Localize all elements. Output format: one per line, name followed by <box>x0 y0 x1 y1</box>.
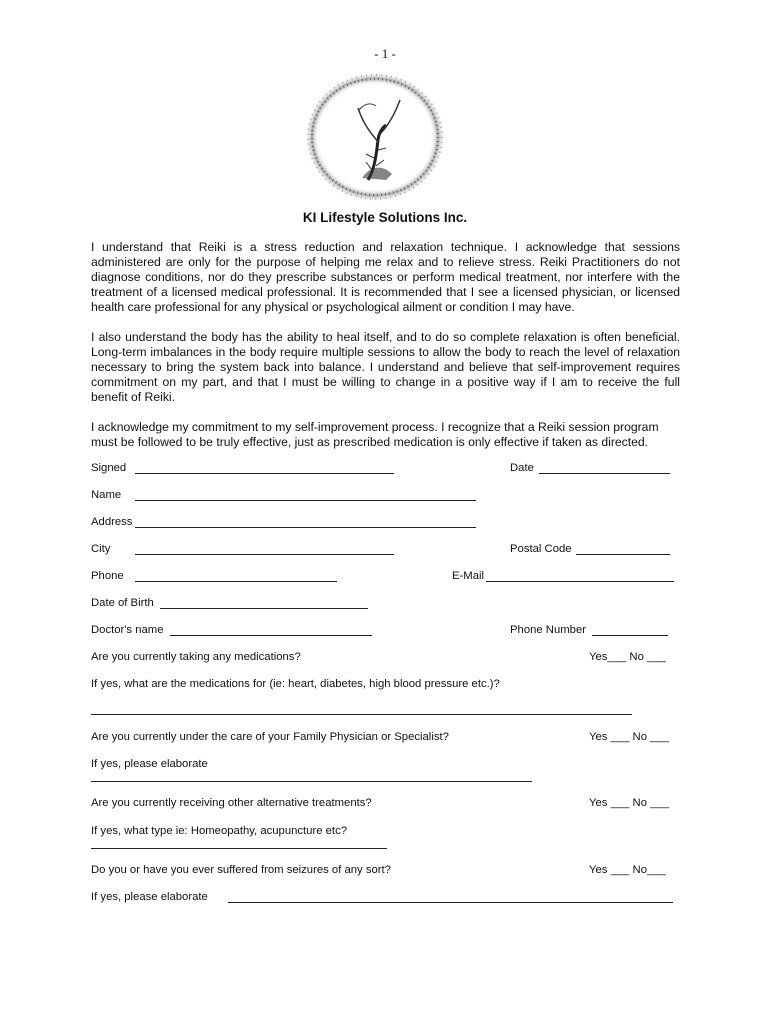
tree-logo-icon <box>302 70 448 204</box>
address-field[interactable] <box>135 527 476 528</box>
page-number: - 1 - <box>374 46 396 61</box>
physician-elaborate-field[interactable] <box>91 781 532 782</box>
question-physician-elaborate: If yes, please elaborate <box>91 758 208 770</box>
question-physician-care: Are you currently under the care of your Family Physician or Specialist? <box>91 731 449 743</box>
phone-number-field[interactable] <box>592 635 668 636</box>
date-field[interactable] <box>539 473 670 474</box>
medications-yes-no[interactable]: Yes___ No ___ <box>589 651 666 663</box>
question-medications: Are you currently taking any medications? <box>91 651 301 663</box>
physician-care-yes-no[interactable]: Yes ___ No ___ <box>589 731 669 743</box>
name-label: Name <box>91 489 122 501</box>
email-label: E-Mail <box>452 570 485 582</box>
question-medications-detail: If yes, what are the medications for (ie: heart, diabetes, high blood pressure etc.)? <box>91 678 500 690</box>
document-title: KI Lifestyle Solutions Inc. <box>302 210 468 225</box>
phone-number-label: Phone Number <box>510 624 586 636</box>
question-seizures: Do you or have you ever suffered from seizures of any sort? <box>91 864 391 876</box>
seizures-yes-no[interactable]: Yes ___ No___ <box>589 864 666 876</box>
paragraph-commitment: I acknowledge my commitment to my self-improvement process. I recognize that a Reiki session program must be followed to be truly effective, just as prescribed medication is only effective if taken as directed. <box>91 420 659 449</box>
address-label: Address <box>91 516 133 528</box>
seizures-elaborate-field[interactable] <box>228 902 673 903</box>
city-label: City <box>91 543 111 555</box>
question-seizures-elaborate: If yes, please elaborate <box>91 891 208 903</box>
paragraph-body-healing: I also understand the body has the ability to heal itself, and to do so complete relaxation is often beneficial. Long-term imbalances in the body require multiple sessions to allow the body to reach the level of relaxation necessary to bring the system back into balance. I understand and believe that self-improvement requires commitment on my part, and that I must be willing to change in a positive way if I am to receive the full benefit of Reiki. <box>91 330 680 404</box>
doctor-label: Doctor's name <box>91 624 164 636</box>
city-field[interactable] <box>135 554 394 555</box>
doctor-field[interactable] <box>170 635 372 636</box>
question-alternative-treatments: Are you currently receiving other alternative treatments? <box>91 797 372 809</box>
medications-detail-field[interactable] <box>91 714 632 715</box>
alternative-treatments-yes-no[interactable]: Yes ___ No ___ <box>589 797 669 809</box>
phone-label: Phone <box>91 570 124 582</box>
dob-field[interactable] <box>160 608 368 609</box>
date-label: Date <box>510 462 534 474</box>
paragraph-disclaimer: I understand that Reiki is a stress reduction and relaxation technique. I acknowledge that sessions administered are only for the purpose of helping me relax and to relieve stress. Reiki Practitioners do not diagnose conditions, nor do they prescribe substances or perform medical treatment, nor interfere with the treatment of a licensed medical professional. It is recommended that I see a licensed physician, or licensed health care professional for any physical or psychological ailment or condition I may have. <box>91 240 680 314</box>
postal-code-field[interactable] <box>576 554 670 555</box>
signed-label: Signed <box>91 462 127 474</box>
signed-field[interactable] <box>135 473 394 474</box>
question-treatment-type: If yes, what type ie: Homeopathy, acupuncture etc? <box>91 825 347 837</box>
name-field[interactable] <box>135 500 476 501</box>
email-field[interactable] <box>486 581 674 582</box>
treatment-type-field[interactable] <box>91 848 387 849</box>
phone-field[interactable] <box>135 581 337 582</box>
dob-label: Date of Birth <box>91 597 154 609</box>
postal-code-label: Postal Code <box>510 543 572 555</box>
